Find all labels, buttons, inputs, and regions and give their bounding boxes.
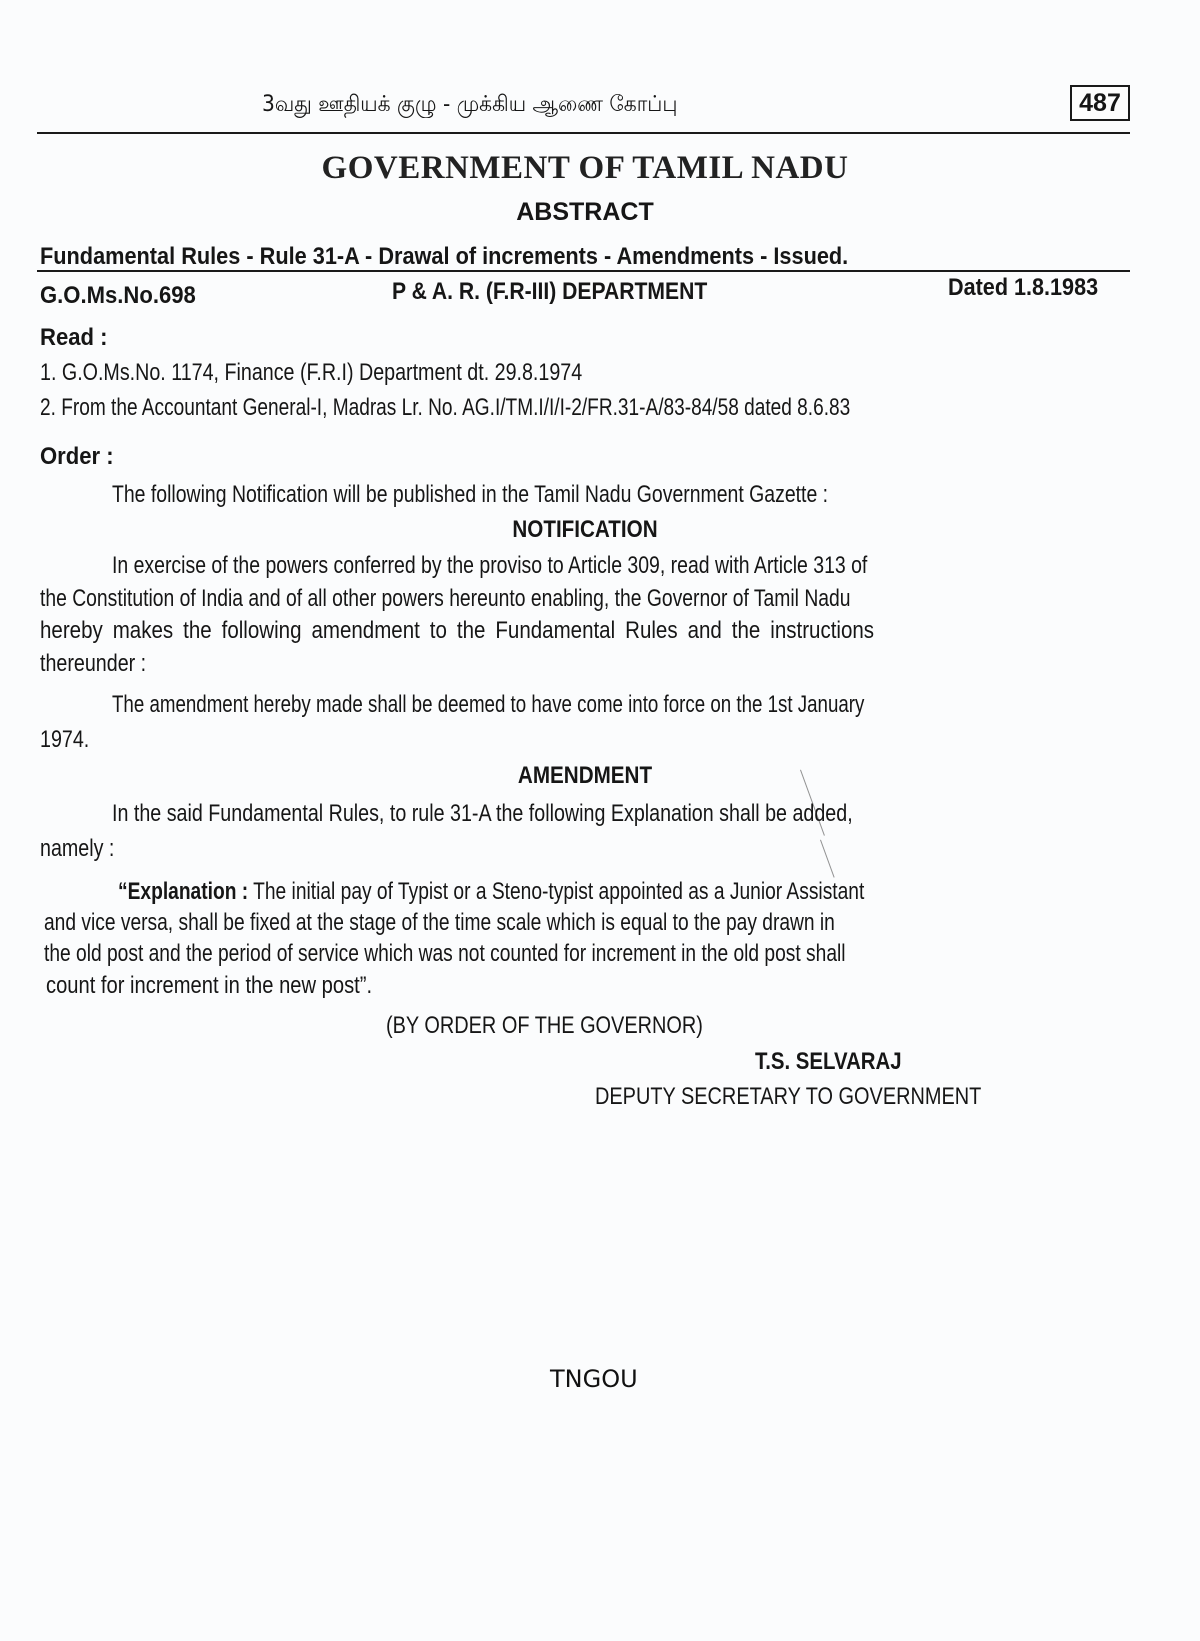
explanation-line-1	[118, 878, 864, 906]
explanation-line-2: and vice versa, shall be fixed at the stage of the time scale which is equal to the pay drawn in	[44, 909, 835, 936]
subject-rule	[37, 270, 1130, 272]
subject-line: Fundamental Rules - Rule 31-A - Drawal of increments - Amendments - Issued.	[40, 243, 849, 270]
department: P & A. R. (F.R-III) DEPARTMENT	[392, 278, 708, 305]
page-number-box: 487	[1070, 85, 1130, 121]
amendment-line-2: namely :	[40, 835, 115, 862]
read-item-2: 2. From the Accountant General-I, Madras Lr. No. AG.I/TM.I/I/I-2/FR.31-A/83-84/58 dated 8.6.83	[40, 394, 851, 421]
notification-line-4: thereunder :	[40, 650, 147, 677]
signatory-designation: DEPUTY SECRETARY TO GOVERNMENT	[595, 1083, 982, 1110]
document-title: GOVERNMENT OF TAMIL NADU	[321, 150, 849, 186]
scan-artifact	[820, 840, 835, 878]
abstract-heading: ABSTRACT	[516, 198, 654, 226]
notification-line-2: the Constitution of India and of all other powers hereunto enabling, the Governor of Tamil Nadu	[40, 585, 851, 612]
notification-line-5: The amendment hereby made shall be deemed to have come into force on the 1st January	[112, 691, 865, 718]
footer-watermark: TNGOU	[550, 1365, 638, 1393]
header-rule	[37, 132, 1130, 134]
amendment-line-1: In the said Fundamental Rules, to rule 31-A the following Explanation shall be added,	[112, 800, 853, 827]
by-order-line: (BY ORDER OF THE GOVERNOR)	[386, 1012, 703, 1039]
explanation-line-4: count for increment in the new post”.	[46, 972, 373, 999]
notification-line-1: In exercise of the powers conferred by the proviso to Article 309, read with Article 313 of	[112, 552, 868, 579]
order-label: Order :	[40, 443, 114, 470]
explanation-label: “Explanation :	[118, 878, 249, 905]
explanation-text-start: The initial pay of Typist or a Steno-typist appointed as a Junior Assistant	[248, 878, 865, 905]
running-header-title: 3வது ஊதியக் குழு - முக்கிய ஆணை கோப்பு	[262, 92, 678, 117]
order-intro: The following Notification will be published in the Tamil Nadu Government Gazette :	[112, 481, 829, 508]
order-date: Dated 1.8.1983	[948, 274, 1099, 301]
go-number: G.O.Ms.No.698	[40, 282, 196, 309]
read-item-1: 1. G.O.Ms.No. 1174, Finance (F.R.I) Department dt. 29.8.1974	[40, 359, 583, 386]
read-label: Read :	[40, 324, 108, 351]
notification-line-3: hereby makes the following amendment to the Fundamental Rules and the instructions	[40, 617, 875, 644]
notification-heading: NOTIFICATION	[512, 516, 658, 543]
amendment-heading: AMENDMENT	[517, 762, 653, 789]
notification-line-6: 1974.	[40, 726, 90, 753]
explanation-line-3: the old post and the period of service which was not counted for increment in the old post shall	[44, 940, 846, 967]
signatory-name: T.S. SELVARAJ	[755, 1048, 902, 1075]
